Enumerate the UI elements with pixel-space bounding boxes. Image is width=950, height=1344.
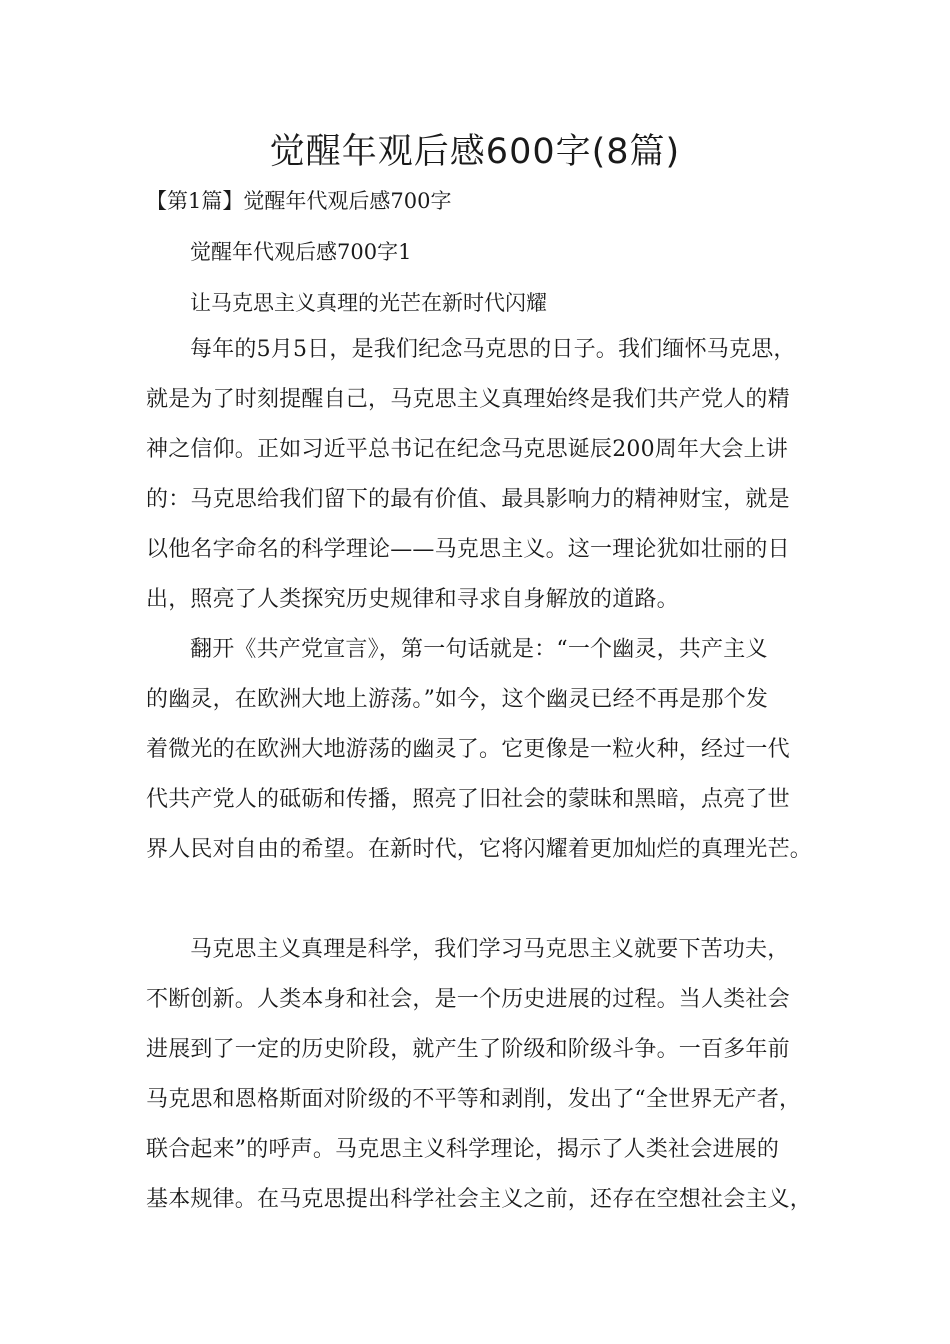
- paragraph-line: 着微光的在欧洲大地游荡的幽灵了。它更像是一粒火种，经过一代: [146, 737, 790, 762]
- paragraph-line: 的：马克思给我们留下的最有价值、最具影响力的精神财宝，就是: [146, 487, 790, 512]
- paragraph-line: 界人民对自由的希望。在新时代，它将闪耀着更加灿烂的真理光芒。: [146, 837, 813, 862]
- paragraph-line: 不断创新。人类本身和社会，是一个历史进展的过程。当人类社会: [146, 987, 790, 1012]
- paragraph-line: 马克思主义真理是科学，我们学习马克思主义就要下苦功夫，: [190, 937, 790, 962]
- paragraph-line: 神之信仰。正如习近平总书记在纪念马克思诞辰200周年大会上讲: [146, 437, 788, 462]
- paragraph-line: 就是为了时刻提醒自己，马克思主义真理始终是我们共产党人的精: [146, 387, 790, 412]
- section-heading: 【第1篇】觉醒年代观后感700字: [146, 189, 452, 213]
- paragraph-line: 代共产党人的砥砺和传播，照亮了旧社会的蒙昧和黑暗，点亮了世: [146, 787, 790, 812]
- paragraph-2: [146, 635, 816, 885]
- article-headline: 让马克思主义真理的光芒在新时代闪耀: [190, 291, 547, 315]
- document-title: 觉醒年观后感600字(8篇): [269, 132, 681, 172]
- paragraph-1: [146, 335, 816, 635]
- paragraph-3: [146, 935, 816, 1235]
- article-subtitle: 觉醒年代观后感700字1: [190, 240, 412, 264]
- paragraph-line: 马克思和恩格斯面对阶级的不平等和剥削，发出了“全世界无产者，: [146, 1087, 802, 1112]
- paragraph-line: 每年的5月5日，是我们纪念马克思的日子。我们缅怀马克思，: [190, 337, 796, 362]
- paragraph-line: 联合起来”的呼声。马克思主义科学理论，揭示了人类社会进展的: [146, 1137, 780, 1162]
- paragraph-line: 基本规律。在马克思提出科学社会主义之前，还存在空想社会主义，: [146, 1187, 813, 1212]
- paragraph-line: 翻开《共产党宣言》，第一句话就是：“一个幽灵，共产主义: [190, 637, 768, 662]
- paragraph-line: 的幽灵，在欧洲大地上游荡。”如今，这个幽灵已经不再是那个发: [146, 687, 769, 712]
- paragraph-line: 出，照亮了人类探究历史规律和寻求自身解放的道路。: [146, 587, 679, 612]
- paragraph-line: 进展到了一定的历史阶段，就产生了阶级和阶级斗争。一百多年前: [146, 1037, 790, 1062]
- paragraph-line: 以他名字命名的科学理论——马克思主义。这一理论犹如壮丽的日: [146, 537, 790, 562]
